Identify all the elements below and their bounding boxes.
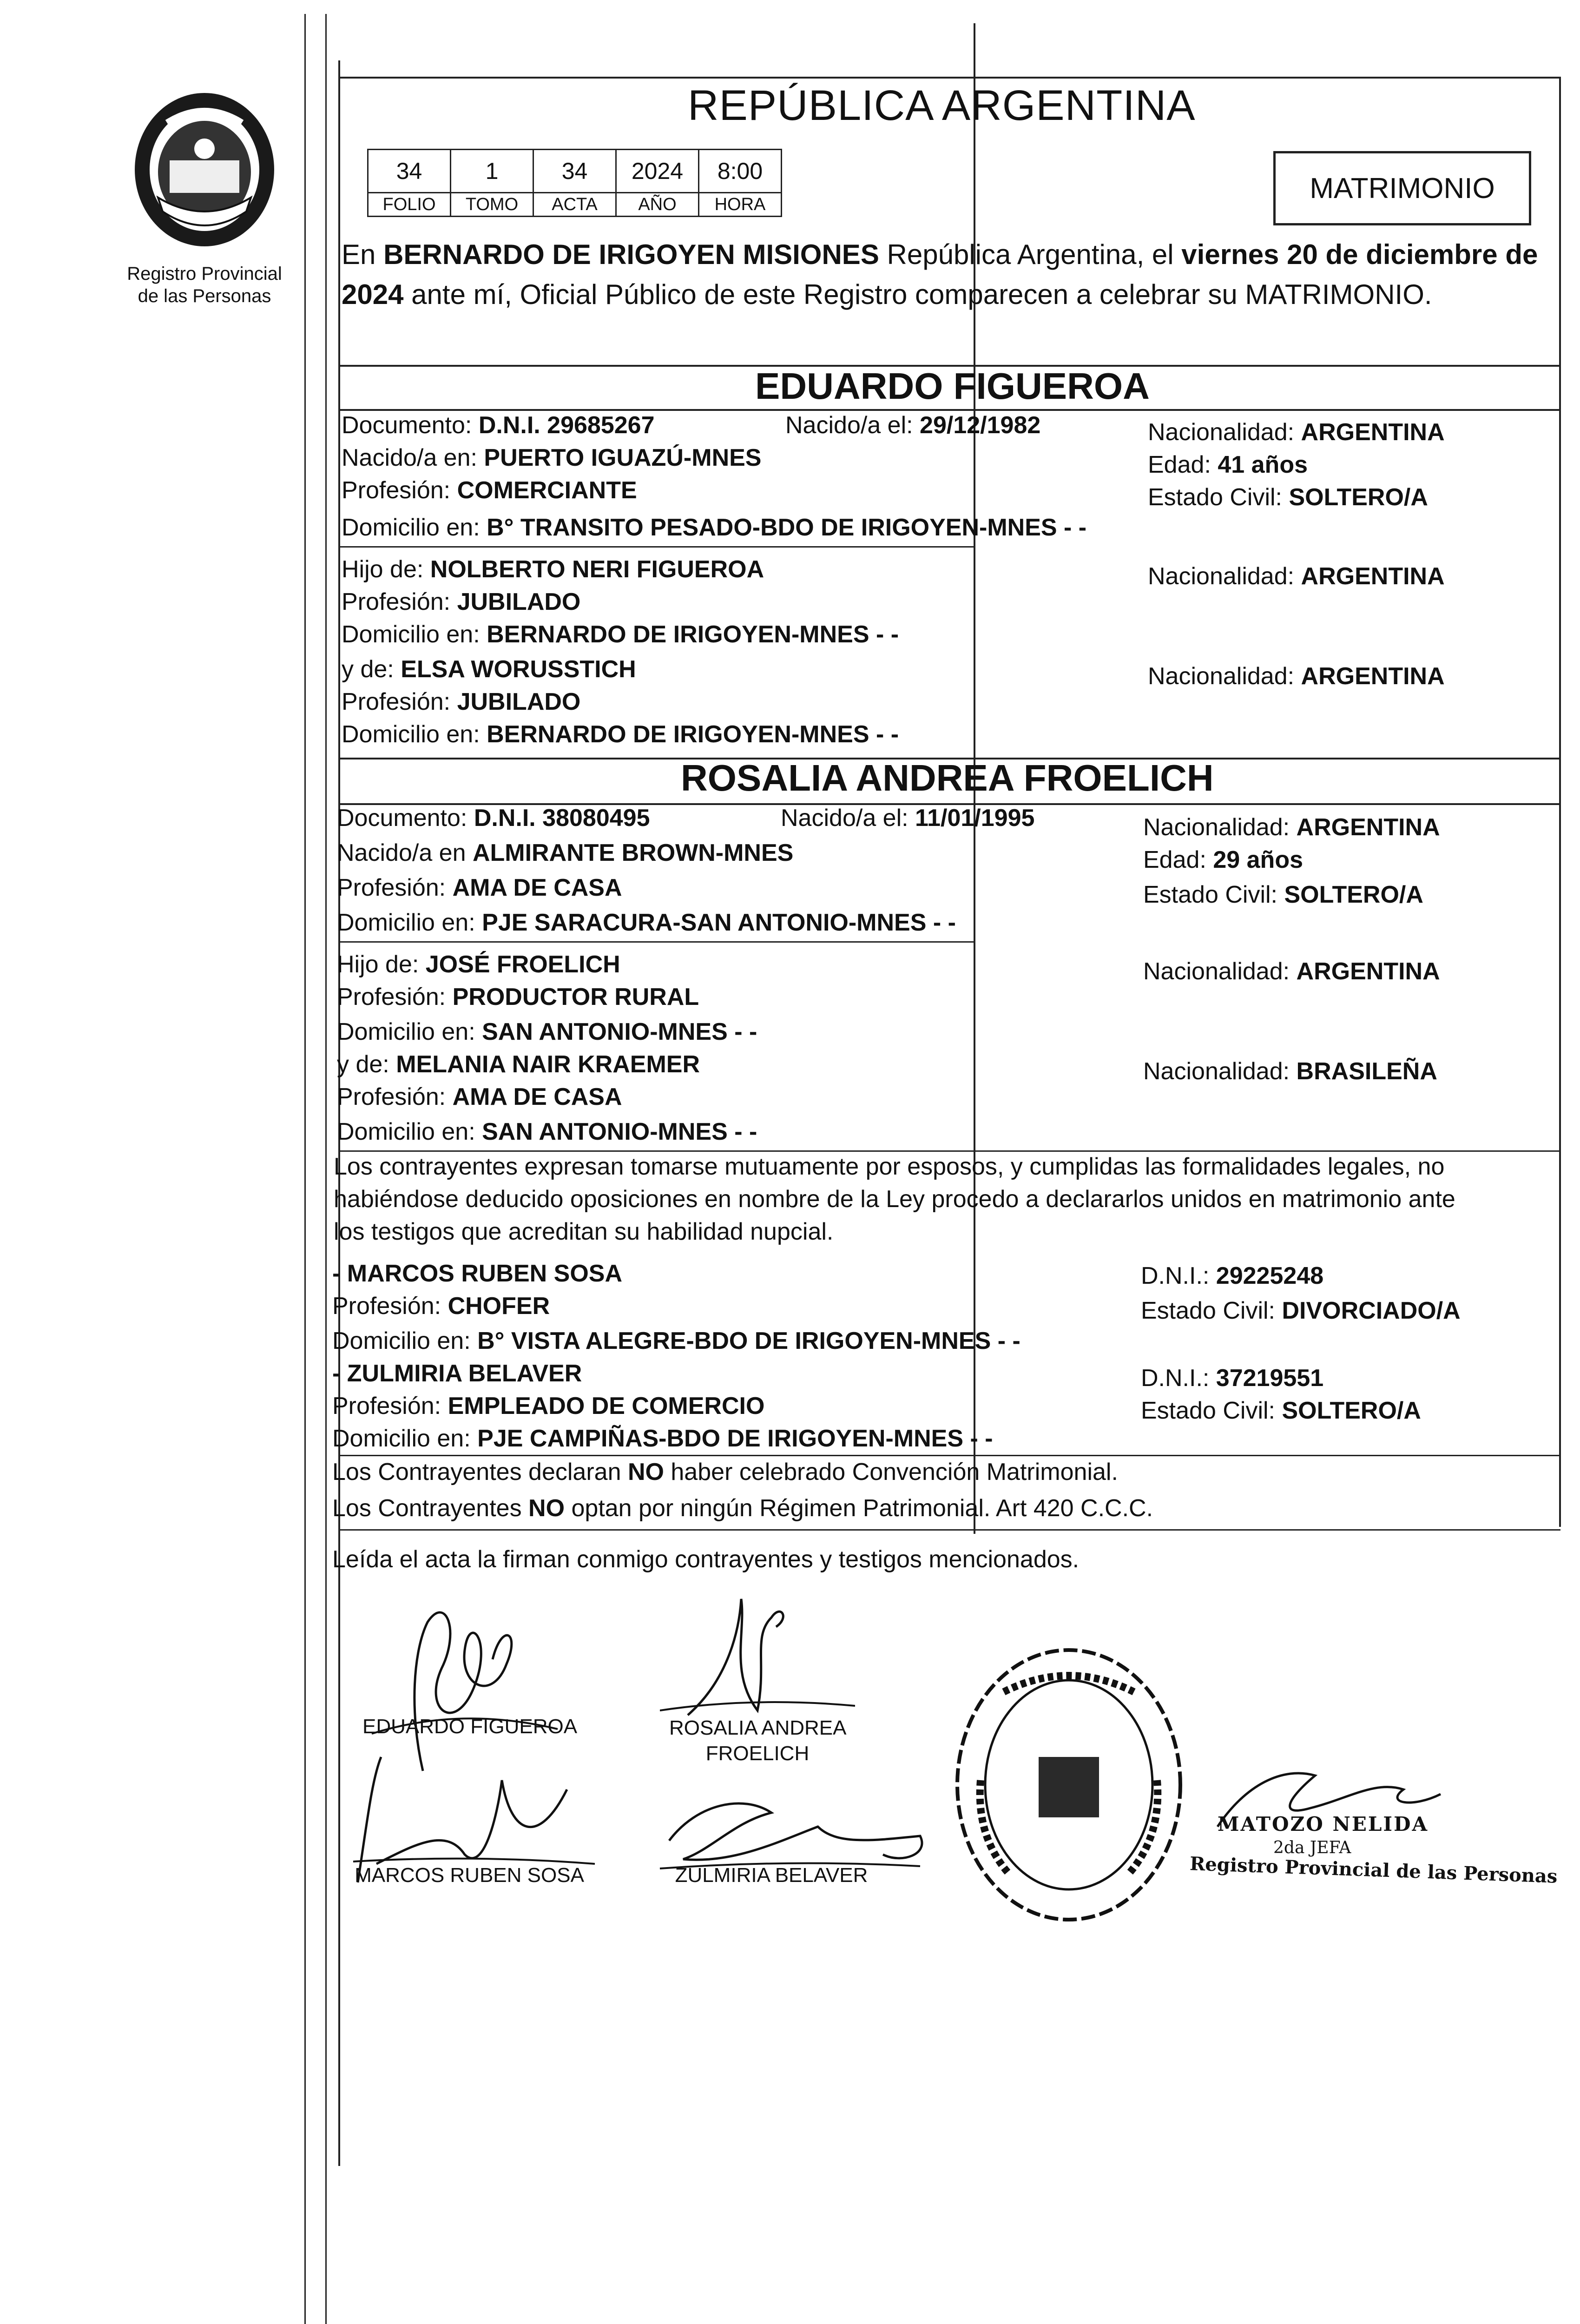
spouse2-born: Nacido/a el: 11/01/1995 xyxy=(781,805,1035,832)
spouse1-mother: y de: ELSA WORUSSTICH xyxy=(342,656,636,683)
act-type-box: MATRIMONIO xyxy=(1273,151,1531,225)
witness2-name: - ZULMIRIA BELAVER xyxy=(332,1360,582,1387)
spouse1-name: EDUARDO FIGUEROA xyxy=(755,365,1150,407)
spouse2-father-nat: Nacionalidad: ARGENTINA xyxy=(1143,958,1440,985)
spouse2-nat: Nacionalidad: ARGENTINA xyxy=(1143,814,1440,841)
divider xyxy=(338,1529,1560,1531)
signature-rosalia xyxy=(660,1590,855,1729)
spouse2-doc: Documento: D.N.I. 38080495 xyxy=(337,805,650,832)
sig-label-marcos: MARCOS RUBEN SOSA xyxy=(355,1864,584,1887)
acta-label: ACTA xyxy=(533,193,616,217)
hora-label: HORA xyxy=(699,193,782,217)
spouse2-mother-prof: Profesión: AMA DE CASA xyxy=(337,1083,622,1110)
witness2-addr: Domicilio en: PJE CAMPIÑAS-BDO DE IRIGOYEN-MNES - - xyxy=(332,1425,993,1452)
spouse1-addr: Domicilio en: B° TRANSITO PESADO-BDO DE IRIGOYEN-MNES - - xyxy=(342,514,1087,541)
frame-right xyxy=(1559,77,1561,1527)
witness2-prof: Profesión: EMPLEADO DE COMERCIO xyxy=(332,1393,765,1419)
declaration: Los contrayentes expresan tomarse mutuamente por esposos, y cumplidas las formalidades legales, no habiéndose deducido oposiciones en nombre de la Ley procedo a declararlos unidos en matrimonio ante los testigos que acreditan su habilidad nupcial. xyxy=(334,1153,1455,1245)
spouse1-age: Edad: 41 años xyxy=(1148,451,1308,478)
spouse2-father: Hijo de: JOSÉ FROELICH xyxy=(337,951,620,978)
spouse2-father-prof: Profesión: PRODUCTOR RURAL xyxy=(337,984,699,1010)
spouse2-birthplace: Nacido/a en ALMIRANTE BROWN-MNES xyxy=(337,839,794,866)
spouse1-mother-prof: Profesión: JUBILADO xyxy=(342,688,581,715)
spouse2-mother-nat: Nacionalidad: BRASILEÑA xyxy=(1143,1058,1437,1085)
convention-2: Los Contrayentes NO optan por ningún Régimen Patrimonial. Art 420 C.C.C. xyxy=(332,1495,1153,1522)
province-seal-icon xyxy=(125,91,283,249)
page-title: REPÚBLICA ARGENTINA xyxy=(688,82,1196,129)
anio-label: AÑO xyxy=(616,193,699,217)
spouse1-doc: Documento: D.N.I. 29685267 xyxy=(342,412,655,439)
sig-label-eduardo: EDUARDO FIGUEROA xyxy=(362,1715,578,1738)
witness2-civil: Estado Civil: SOLTERO/A xyxy=(1141,1397,1421,1424)
spouse2-mother-addr: Domicilio en: SAN ANTONIO-MNES - - xyxy=(337,1118,757,1145)
witness1-addr: Domicilio en: B° VISTA ALEGRE-BDO DE IRIGOYEN-MNES - - xyxy=(332,1327,1020,1354)
anio-value: 2024 xyxy=(616,150,699,193)
spouse2-age: Edad: 29 años xyxy=(1143,846,1303,873)
spouse1-father-prof: Profesión: JUBILADO xyxy=(342,588,581,615)
official-role: 2da JEFA xyxy=(1273,1838,1351,1857)
official-stamp-icon xyxy=(948,1641,1190,1929)
official-name: MATOZO NELIDA xyxy=(1218,1813,1429,1835)
tomo-label: TOMO xyxy=(451,193,533,217)
spouse2-prof: Profesión: AMA DE CASA xyxy=(337,874,622,901)
margin-line xyxy=(304,14,306,2324)
closing-text: Leída el acta la firman conmigo contrayentes y testigos mencionados. xyxy=(332,1546,1080,1573)
divider xyxy=(338,941,975,943)
sig-label-zulmiria: ZULMIRIA BELAVER xyxy=(675,1864,868,1887)
spouse2-civil: Estado Civil: SOLTERO/A xyxy=(1143,881,1423,908)
witness1-name: - MARCOS RUBEN SOSA xyxy=(332,1260,623,1287)
spouse1-nat: Nacionalidad: ARGENTINA xyxy=(1148,419,1445,446)
spouse1-father-addr: Domicilio en: BERNARDO DE IRIGOYEN-MNES - - xyxy=(342,621,899,648)
registry-label: Registro Provincial de las Personas xyxy=(127,264,282,306)
witness2-dni: D.N.I.: 37219551 xyxy=(1141,1365,1324,1392)
witness1-dni: D.N.I.: 29225248 xyxy=(1141,1262,1324,1289)
acta-value: 34 xyxy=(533,150,616,193)
spouse1-civil: Estado Civil: SOLTERO/A xyxy=(1148,484,1428,511)
spouse2-name: ROSALIA ANDREA FROELICH xyxy=(681,757,1214,799)
spouse1-father-nat: Nacionalidad: ARGENTINA xyxy=(1148,563,1445,590)
sig-label-rosalia: ROSALIA ANDREA FROELICH xyxy=(669,1717,847,1765)
frame-left xyxy=(338,60,340,2166)
official-registry: Registro Provincial de las Personas xyxy=(1189,1853,1558,1888)
hora-value: 8:00 xyxy=(699,150,782,193)
spouse1-birthplace: Nacido/a en: PUERTO IGUAZÚ-MNES xyxy=(342,444,762,471)
record-table xyxy=(367,149,782,217)
spouse1-mother-addr: Domicilio en: BERNARDO DE IRIGOYEN-MNES - - xyxy=(342,721,899,748)
convention-1: Los Contrayentes declaran NO haber celebrado Convención Matrimonial. xyxy=(332,1459,1118,1486)
spouse1-father: Hijo de: NOLBERTO NERI FIGUEROA xyxy=(342,556,764,583)
divider xyxy=(338,546,975,548)
witness1-prof: Profesión: CHOFER xyxy=(332,1293,550,1320)
spouse1-born: Nacido/a el: 29/12/1982 xyxy=(785,412,1041,439)
folio-value: 34 xyxy=(368,150,451,193)
spouse2-mother: y de: MELANIA NAIR KRAEMER xyxy=(337,1051,700,1078)
folio-label: FOLIO xyxy=(368,193,451,217)
spouse2-father-addr: Domicilio en: SAN ANTONIO-MNES - - xyxy=(337,1018,757,1045)
tomo-value: 1 xyxy=(451,150,533,193)
intro-paragraph: En BERNARDO DE IRIGOYEN MISIONES República Argentina, el viernes 20 de diciembre de 2024 ante mí, Oficial Público de este Registro comparecen a celebrar su MATRIMONIO. xyxy=(342,239,1538,310)
witness1-civil: Estado Civil: DIVORCIADO/A xyxy=(1141,1297,1461,1324)
frame-top xyxy=(338,77,1560,79)
spouse1-mother-nat: Nacionalidad: ARGENTINA xyxy=(1148,663,1445,690)
spouse2-addr: Domicilio en: PJE SARACURA-SAN ANTONIO-MNES - - xyxy=(337,909,956,936)
spouse1-prof: Profesión: COMERCIANTE xyxy=(342,477,637,504)
margin-line xyxy=(325,14,327,2324)
